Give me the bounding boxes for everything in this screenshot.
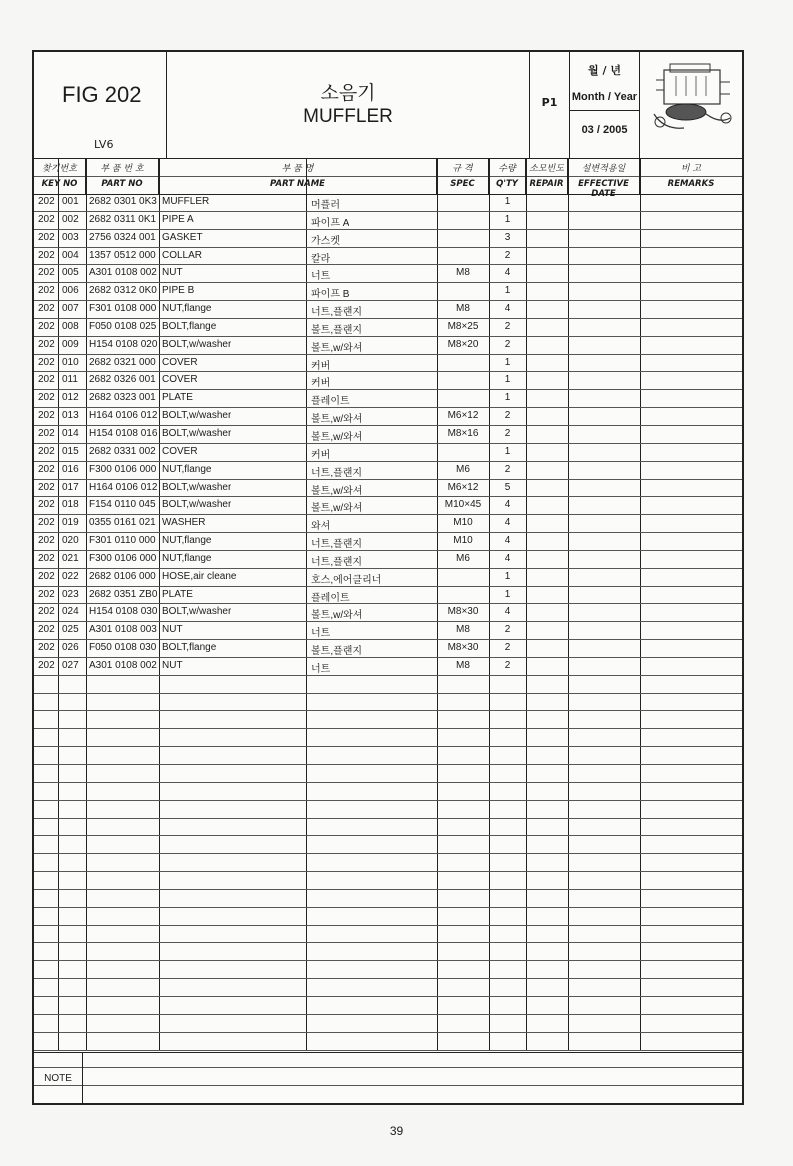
part-number: F300 0106 000: [89, 552, 157, 564]
key-fig: 202: [38, 481, 55, 493]
part-name-english: MUFFLER: [162, 196, 210, 207]
part-name-english: PIPE B: [162, 285, 195, 297]
table-row: [34, 658, 742, 676]
key-fig: 202: [38, 285, 55, 297]
part-name-korean: 플레이트: [311, 396, 350, 408]
issue-date: 03 / 2005: [581, 124, 628, 136]
part-name-english: COVER: [162, 374, 198, 386]
part-name-english: BOLT,w/washer: [162, 499, 232, 511]
empty-row: [34, 943, 742, 961]
table-row: [34, 390, 742, 408]
table-row: [34, 408, 742, 426]
part-number: A301 0108 003: [89, 624, 157, 636]
engine-diagram-icon: [646, 60, 738, 136]
col-remarks: [640, 158, 742, 194]
col-spec: [437, 158, 489, 194]
part-number: A301 0108 002: [89, 267, 157, 279]
part-qty: 1: [504, 445, 511, 457]
table-row: [34, 444, 742, 462]
key-fig: 202: [38, 624, 55, 636]
key-fig: 202: [38, 588, 55, 600]
part-name-english: NUT,flange: [162, 463, 212, 475]
table-row: [34, 283, 742, 301]
table-row: [34, 372, 742, 390]
empty-row: [34, 1033, 742, 1051]
key-fig: 202: [38, 427, 55, 439]
key-fig: 202: [38, 499, 55, 511]
table-row: [34, 462, 742, 480]
part-name-korean: 너트: [311, 271, 331, 283]
key-number: 002: [62, 213, 79, 225]
key-fig: 202: [38, 267, 55, 279]
key-number: 011: [62, 374, 78, 386]
empty-row: [34, 747, 742, 765]
parts-table: [34, 194, 742, 1086]
col-qty: [489, 158, 526, 194]
key-number: 010: [62, 356, 79, 368]
part-name-english: NUT,flange: [162, 535, 212, 547]
part-spec: M10: [453, 517, 473, 529]
key-number: 025: [62, 624, 79, 636]
key-fig: 202: [38, 535, 55, 547]
note-section: [34, 1052, 742, 1104]
part-spec: M8×20: [447, 338, 479, 350]
table-row: [34, 301, 742, 319]
page-code: P1: [541, 96, 558, 109]
key-fig: 202: [38, 356, 55, 368]
part-qty: 4: [504, 499, 511, 511]
part-name-english: NUT: [162, 267, 183, 279]
table-row: [34, 319, 742, 337]
table-row: [34, 604, 742, 622]
part-qty: 4: [504, 303, 511, 315]
table-row: [34, 551, 742, 569]
col-qty-en: Q'TY: [496, 179, 518, 189]
part-name-english: HOSE,air cleane: [162, 570, 237, 582]
part-spec: M8×16: [447, 427, 479, 439]
part-qty: 1: [504, 588, 511, 600]
key-number: 027: [62, 659, 79, 671]
part-spec: M8: [456, 659, 470, 671]
empty-row: [34, 854, 742, 872]
part-name-korean: 볼트,플랜지: [311, 324, 363, 336]
key-number: 022: [62, 570, 79, 582]
part-qty: 1: [504, 213, 511, 225]
table-row: [34, 587, 742, 605]
model-code: LV6: [94, 138, 114, 151]
parts-sheet: [32, 50, 744, 1105]
part-qty: 3: [504, 231, 511, 243]
part-qty: 5: [504, 481, 511, 493]
empty-row: [34, 765, 742, 783]
col-name-ko: 부 품 명: [281, 164, 314, 174]
part-spec: M10: [453, 535, 473, 547]
part-number: F301 0110 000: [89, 535, 156, 547]
key-number: 007: [62, 303, 79, 315]
part-spec: M8×25: [447, 320, 479, 332]
part-name-english: PIPE A: [162, 213, 194, 225]
empty-row: [34, 926, 742, 944]
part-number: F300 0106 000: [89, 463, 157, 475]
part-name-english: BOLT,w/washer: [162, 606, 232, 618]
part-qty: 1: [504, 392, 511, 404]
part-name-english: NUT: [162, 624, 183, 636]
part-name-english: WASHER: [162, 517, 206, 529]
key-fig: 202: [38, 463, 55, 475]
part-number: 2682 0311 0K1: [89, 213, 157, 225]
part-qty: 4: [504, 535, 511, 547]
part-qty: 2: [504, 642, 511, 654]
col-spec-en: SPEC: [450, 179, 475, 189]
part-name-korean: 플레이트: [311, 592, 350, 604]
part-name-english: BOLT,flange: [162, 642, 217, 654]
part-spec: M8×30: [447, 642, 479, 654]
part-number: H164 0106 012: [89, 410, 158, 422]
part-number: 0355 0161 021: [89, 517, 156, 529]
part-qty: 2: [504, 659, 511, 671]
page-number: 39: [389, 1124, 404, 1138]
table-row: [34, 533, 742, 551]
part-spec: M6: [456, 463, 470, 475]
part-spec: M6×12: [447, 481, 479, 493]
key-fig: 202: [38, 320, 55, 332]
part-spec: M8×30: [447, 606, 479, 618]
col-eff-en: EFFECTIVE DATE: [578, 179, 629, 199]
date-label-english: Month / Year: [571, 91, 638, 103]
part-name-korean: 볼트,w/와셔: [311, 342, 363, 354]
col-name-en: PART NAME: [270, 179, 325, 189]
col-effective-date: [568, 158, 640, 199]
key-fig: 202: [38, 445, 55, 457]
col-eff-ko: 설변적용일: [581, 164, 626, 174]
key-number: 026: [62, 642, 79, 654]
part-number: 2682 0351 ZB0: [89, 588, 158, 600]
key-number: 024: [62, 606, 79, 618]
part-name-english: NUT,flange: [162, 552, 212, 564]
key-number: 008: [62, 320, 79, 332]
part-name-korean: 파이프 B: [311, 289, 350, 301]
part-name-english: BOLT,flange: [162, 320, 217, 332]
part-number: 2682 0331 002: [89, 445, 156, 457]
part-number: 2682 0323 001: [89, 392, 156, 404]
key-number: 014: [62, 427, 79, 439]
part-name-korean: 너트,플랜지: [311, 539, 363, 551]
col-remarks-en: REMARKS: [667, 179, 715, 189]
part-number: H154 0108 030: [89, 606, 158, 618]
empty-row: [34, 979, 742, 997]
part-name-korean: 볼트,w/와셔: [311, 431, 363, 443]
key-number: 015: [62, 445, 79, 457]
empty-row: [34, 729, 742, 747]
table-row: [34, 355, 742, 373]
table-row: [34, 640, 742, 658]
part-name-english: BOLT,w/washer: [162, 481, 232, 493]
key-fig: 202: [38, 552, 55, 564]
col-repair-ko: 소모빈도: [529, 164, 564, 174]
col-remarks-ko: 비 고: [680, 164, 702, 174]
key-number: 018: [62, 499, 79, 511]
col-repair-en: REPAIR: [529, 179, 564, 189]
col-part-no: [86, 158, 159, 194]
col-key-ko: 찾기번호: [42, 164, 77, 174]
part-qty: 1: [504, 374, 511, 386]
col-part-name: [159, 158, 437, 194]
empty-row: [34, 908, 742, 926]
empty-row: [34, 890, 742, 908]
part-number: 2756 0324 001: [89, 231, 156, 243]
part-number: F050 0108 025: [89, 320, 157, 332]
key-number: 009: [62, 338, 79, 350]
part-name-korean: 너트,플랜지: [311, 467, 363, 479]
table-row: [34, 569, 742, 587]
part-qty: 4: [504, 606, 511, 618]
part-qty: 4: [504, 267, 511, 279]
note-label: NOTE: [34, 1053, 83, 1104]
key-number: 021: [62, 552, 79, 564]
part-name-english: BOLT,w/washer: [162, 338, 232, 350]
key-number: 016: [62, 463, 79, 475]
col-key-en: KEY NO: [41, 179, 78, 189]
part-qty: 2: [504, 410, 511, 422]
part-qty: 2: [504, 320, 511, 332]
part-name-korean: 볼트,w/와셔: [311, 610, 363, 622]
part-name-english: BOLT,w/washer: [162, 427, 232, 439]
part-number: A301 0108 002: [89, 659, 157, 671]
table-row: [34, 480, 742, 498]
part-qty: 2: [504, 338, 511, 350]
col-key: [34, 158, 86, 194]
col-part-en: PART NO: [101, 179, 143, 189]
part-number: F154 0110 045: [89, 499, 156, 511]
table-row: [34, 212, 742, 230]
part-name-korean: 너트,플랜지: [311, 307, 363, 319]
key-fig: 202: [38, 410, 55, 422]
part-number: H154 0108 016: [89, 427, 158, 439]
part-name-korean: 너트: [311, 663, 331, 675]
table-row: [34, 337, 742, 355]
key-fig: 202: [38, 231, 55, 243]
part-name-korean: 파이프 A: [311, 217, 350, 229]
key-number: 004: [62, 249, 79, 261]
part-name-korean: 칼라: [311, 253, 331, 265]
part-name-korean: 커버: [311, 378, 331, 390]
col-repair: [526, 158, 568, 194]
empty-row: [34, 1015, 742, 1033]
part-spec: M8: [456, 303, 470, 315]
key-fig: 202: [38, 570, 55, 582]
part-qty: 1: [504, 196, 511, 207]
part-name-korean: 볼트,w/와셔: [311, 485, 363, 497]
empty-row: [34, 694, 742, 712]
key-fig: 202: [38, 303, 55, 315]
key-number: 012: [62, 392, 79, 404]
part-number: H154 0108 020: [89, 338, 158, 350]
part-name-english: COLLAR: [162, 249, 203, 261]
col-qty-ko: 수량: [498, 164, 516, 174]
part-name-english: NUT: [162, 659, 183, 671]
part-name-english: PLATE: [162, 392, 193, 404]
table-row: [34, 265, 742, 283]
part-qty: 4: [504, 552, 511, 564]
part-name-korean: 호스,에어클리너: [311, 574, 382, 586]
key-number: 013: [62, 410, 79, 422]
part-number: 1357 0512 000: [89, 249, 156, 261]
table-row: [34, 515, 742, 533]
empty-row: [34, 676, 742, 694]
part-name-korean: 볼트,플랜지: [311, 646, 363, 658]
part-name-english: NUT,flange: [162, 303, 212, 315]
part-name-korean: 머플러: [311, 200, 340, 211]
key-fig: 202: [38, 659, 55, 671]
column-headers: [34, 158, 742, 199]
table-row: [34, 230, 742, 248]
key-fig: 202: [38, 213, 55, 225]
empty-row: [34, 783, 742, 801]
part-qty: 2: [504, 624, 511, 636]
part-name-english: COVER: [162, 445, 198, 457]
key-fig: 202: [38, 374, 55, 386]
empty-row: [34, 961, 742, 979]
part-spec: M8: [456, 267, 470, 279]
figure-number: FIG 202: [62, 82, 142, 107]
table-row: [34, 426, 742, 444]
title-english: MUFFLER: [303, 106, 393, 127]
empty-row: [34, 836, 742, 854]
part-name-english: PLATE: [162, 588, 193, 600]
part-number: 2682 0312 0K0: [89, 285, 157, 297]
part-name-korean: 볼트,w/와셔: [311, 503, 363, 515]
title-cell: [167, 52, 530, 158]
part-name-korean: 커버: [311, 360, 331, 372]
part-number: F050 0108 030: [89, 642, 157, 654]
part-qty: 1: [504, 285, 511, 297]
figure-cell: [34, 52, 167, 158]
key-fig: 202: [38, 392, 55, 404]
part-qty: 1: [504, 570, 511, 582]
table-row: [34, 248, 742, 266]
key-number: 001: [62, 196, 79, 207]
title-korean: 소음기: [320, 82, 376, 104]
key-fig: 202: [38, 517, 55, 529]
part-name-korean: 와셔: [311, 521, 331, 533]
part-spec: M8: [456, 624, 470, 636]
part-number: 2682 0321 000: [89, 356, 156, 368]
key-fig: 202: [38, 338, 55, 350]
part-number: H164 0106 012: [89, 481, 158, 493]
key-number: 023: [62, 588, 79, 600]
empty-row: [34, 872, 742, 890]
empty-row: [34, 997, 742, 1015]
part-qty: 2: [504, 427, 511, 439]
table-row: [34, 497, 742, 515]
key-number: 017: [62, 481, 79, 493]
key-fig: 202: [38, 642, 55, 654]
part-name-korean: 가스켓: [311, 235, 340, 247]
part-qty: 1: [504, 356, 511, 368]
engine-thumbnail: [640, 52, 742, 158]
key-number: 019: [62, 517, 79, 529]
part-name-english: COVER: [162, 356, 198, 368]
part-name-english: GASKET: [162, 231, 203, 243]
part-name-korean: 볼트,w/와셔: [311, 414, 363, 426]
part-name-korean: 너트,플랜지: [311, 556, 363, 568]
key-fig: 202: [38, 606, 55, 618]
part-number: 2682 0106 000: [89, 570, 156, 582]
part-name-korean: 너트: [311, 628, 331, 640]
part-number: 2682 0301 0K3: [89, 196, 157, 207]
date-label-korean: 월 / 년: [588, 64, 621, 77]
part-name-korean: 커버: [311, 449, 331, 461]
key-fig: 202: [38, 196, 55, 207]
key-number: 006: [62, 285, 79, 297]
part-name-english: BOLT,w/washer: [162, 410, 232, 422]
key-number: 005: [62, 267, 79, 279]
part-spec: M6×12: [447, 410, 479, 422]
col-spec-ko: 규 격: [452, 164, 473, 174]
col-part-ko: 부 품 번 호: [100, 164, 144, 174]
key-number: 003: [62, 231, 79, 243]
page-cell: [530, 52, 570, 158]
key-number: 020: [62, 535, 79, 547]
table-row: [34, 622, 742, 640]
sheet-header: [34, 52, 742, 159]
part-qty: 2: [504, 463, 511, 475]
part-number: F301 0108 000: [89, 303, 157, 315]
table-row: [34, 194, 742, 212]
empty-row: [34, 819, 742, 837]
part-spec: M6: [456, 552, 470, 564]
part-qty: 4: [504, 517, 511, 529]
empty-row: [34, 801, 742, 819]
date-cell: [570, 52, 640, 158]
part-number: 2682 0326 001: [89, 374, 156, 386]
key-fig: 202: [38, 249, 55, 261]
part-qty: 2: [504, 249, 511, 261]
part-spec: M10×45: [444, 499, 482, 511]
empty-row: [34, 711, 742, 729]
